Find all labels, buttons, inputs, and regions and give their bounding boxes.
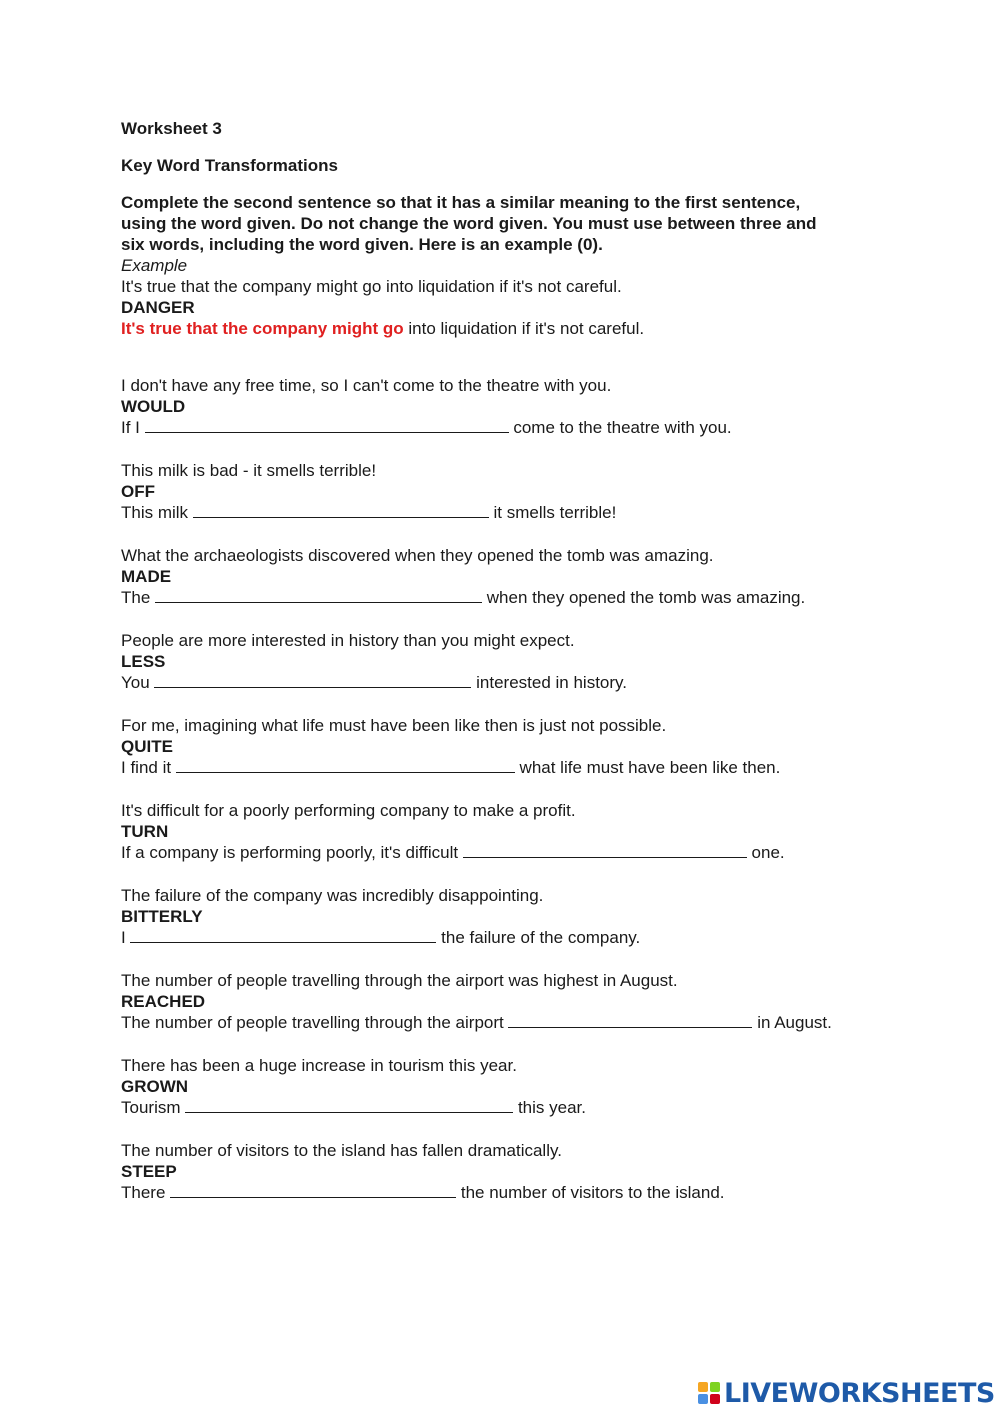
- instructions-line: using the word given. Do not change the word given. You must use between three and: [121, 214, 817, 233]
- question-keyword: STEEP: [121, 1162, 177, 1181]
- instructions-line: Complete the second sentence so that it has a similar meaning to the first sentence,: [121, 193, 801, 212]
- logo-block: [710, 1382, 720, 1392]
- question-keyword: BITTERLY: [121, 907, 203, 926]
- question-answer-line: [121, 587, 891, 608]
- question-keyword: OFF: [121, 482, 155, 501]
- question-sentence: The number of visitors to the island has fallen dramatically.: [121, 1141, 562, 1160]
- worksheet-page: [121, 118, 891, 1225]
- question-keyword: TURN: [121, 822, 169, 841]
- question-list: [121, 375, 891, 1203]
- question-keyword: REACHED: [121, 992, 206, 1011]
- answer-end: this year.: [513, 1098, 586, 1117]
- answer-start: There: [121, 1183, 171, 1202]
- question-item: [121, 1140, 891, 1203]
- answer-blank[interactable]: [155, 587, 482, 603]
- question-item: [121, 1055, 891, 1118]
- worksheet-title: Worksheet 3: [121, 119, 222, 138]
- question-answer-line: [121, 927, 891, 948]
- example-keyword: DANGER: [121, 298, 195, 317]
- answer-start: This milk: [121, 503, 193, 522]
- question-answer-line: [121, 1012, 891, 1033]
- answer-end: come to the theatre with you.: [508, 418, 732, 437]
- question-item: [121, 715, 891, 778]
- question-sentence: There has been a huge increase in tourism this year.: [121, 1056, 517, 1075]
- answer-blank[interactable]: [176, 757, 515, 773]
- answer-blank[interactable]: [170, 1182, 456, 1198]
- answer-blank[interactable]: [154, 672, 471, 688]
- instructions-line: six words, including the word given. Here is an example (0).: [121, 235, 603, 254]
- answer-end: what life must have been like then.: [514, 758, 781, 777]
- question-answer-line: [121, 757, 891, 778]
- question-sentence: I don't have any free time, so I can't come to the theatre with you.: [121, 376, 612, 395]
- answer-start: If a company is performing poorly, it's difficult: [121, 843, 463, 862]
- question-sentence: It's difficult for a poorly performing company to make a profit.: [121, 801, 576, 820]
- question-keyword: GROWN: [121, 1077, 189, 1096]
- answer-start: Tourism: [121, 1098, 186, 1117]
- answer-start: I find it: [121, 758, 176, 777]
- question-sentence: What the archaeologists discovered when they opened the tomb was amazing.: [121, 546, 714, 565]
- question-item: [121, 970, 891, 1033]
- worksheet-subtitle: Key Word Transformations: [121, 156, 338, 175]
- question-answer-line: [121, 417, 891, 438]
- answer-start: I: [121, 928, 131, 947]
- question-keyword: QUITE: [121, 737, 173, 756]
- question-item: [121, 630, 891, 693]
- answer-end: when they opened the tomb was amazing.: [482, 588, 806, 607]
- question-answer-line: [121, 842, 891, 863]
- answer-blank[interactable]: [145, 417, 509, 433]
- question-answer-line: [121, 672, 891, 693]
- answer-start: You: [121, 673, 155, 692]
- example-answer-highlight: It's true that the company might go: [121, 319, 404, 338]
- question-sentence: This milk is bad - it smells terrible!: [121, 461, 377, 480]
- question-sentence: The failure of the company was incredibly disappointing.: [121, 886, 544, 905]
- answer-end: it smells terrible!: [488, 503, 617, 522]
- logo-text: LIVEWORKSHEETS: [724, 1377, 995, 1409]
- question-item: [121, 545, 891, 608]
- logo-block: [698, 1394, 708, 1404]
- question-sentence: The number of people travelling through the airport was highest in August.: [121, 971, 678, 990]
- example-block: [121, 255, 891, 339]
- question-answer-line: [121, 1182, 891, 1203]
- question-item: [121, 885, 891, 948]
- answer-blank[interactable]: [130, 927, 436, 943]
- answer-end: the failure of the company.: [436, 928, 641, 947]
- answer-blank[interactable]: [508, 1012, 752, 1028]
- question-item: [121, 375, 891, 438]
- answer-end: in August.: [752, 1013, 832, 1032]
- question-keyword: WOULD: [121, 397, 186, 416]
- question-sentence: For me, imagining what life must have been like then is just not possible.: [121, 716, 667, 735]
- question-answer-line: [121, 1097, 891, 1118]
- question-keyword: LESS: [121, 652, 166, 671]
- answer-end: one.: [746, 843, 785, 862]
- answer-end: interested in history.: [471, 673, 628, 692]
- logo-block: [698, 1382, 708, 1392]
- answer-start: The number of people travelling through the airport: [121, 1013, 509, 1032]
- logo-block: [710, 1394, 720, 1404]
- instructions: [121, 192, 891, 255]
- question-item: [121, 800, 891, 863]
- question-answer-line: [121, 502, 891, 523]
- answer-blank[interactable]: [185, 1097, 513, 1113]
- liveworksheets-logo: [698, 1376, 995, 1410]
- answer-blank[interactable]: [193, 502, 489, 518]
- example-sentence: It's true that the company might go into liquidation if it's not careful.: [121, 277, 622, 296]
- answer-start: If I: [121, 418, 145, 437]
- example-answer-rest: into liquidation if it's not careful.: [403, 319, 645, 338]
- answer-start: The: [121, 588, 156, 607]
- question-item: [121, 460, 891, 523]
- answer-blank[interactable]: [463, 842, 747, 858]
- logo-blocks-icon: [698, 1382, 720, 1404]
- question-keyword: MADE: [121, 567, 172, 586]
- question-sentence: People are more interested in history than you might expect.: [121, 631, 575, 650]
- example-label: Example: [121, 256, 188, 275]
- answer-end: the number of visitors to the island.: [456, 1183, 725, 1202]
- example-answer: [121, 318, 891, 339]
